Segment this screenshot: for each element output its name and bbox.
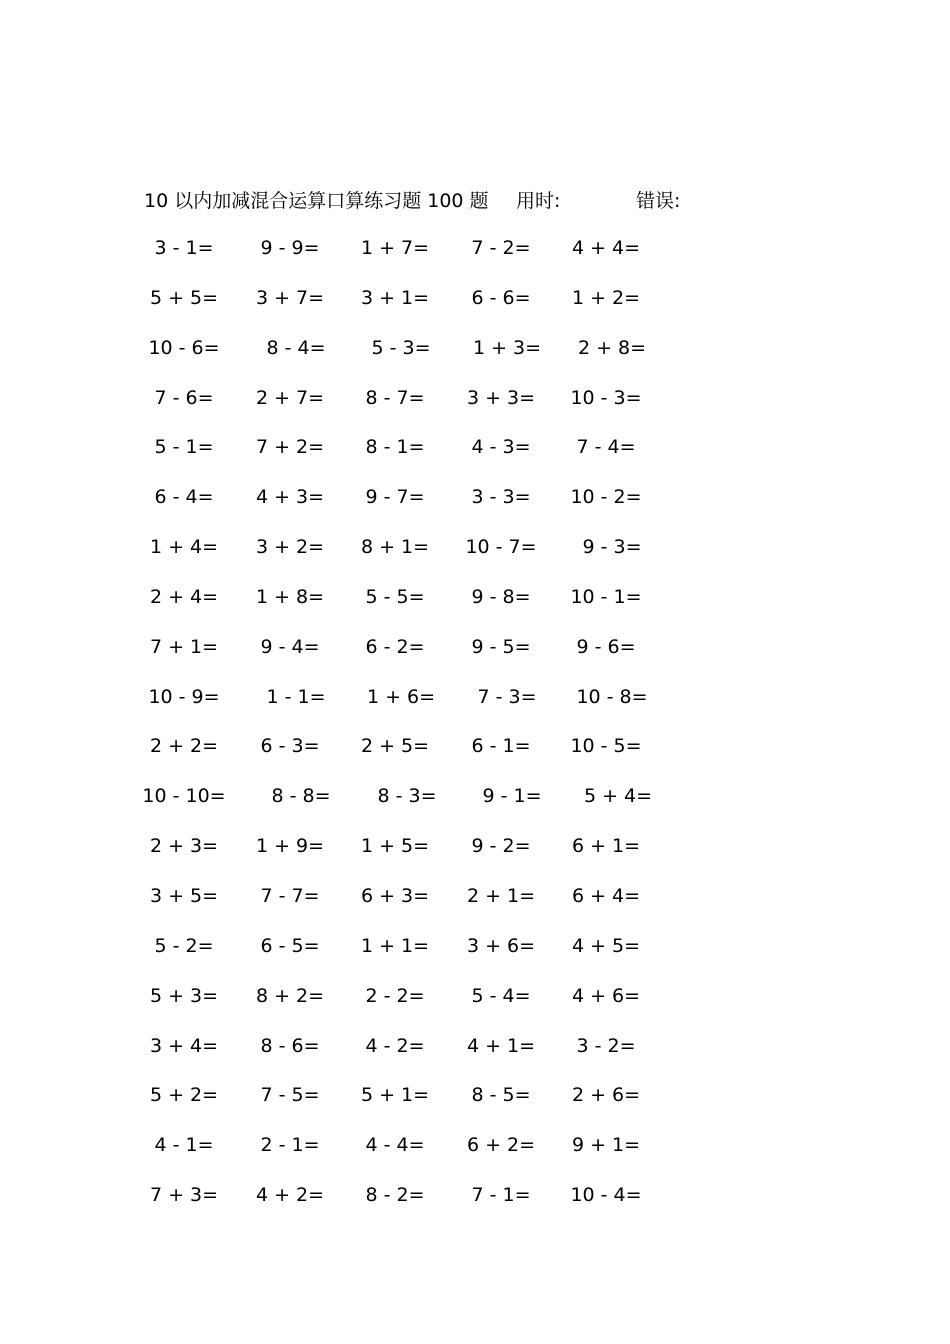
- problem: 10 - 5=: [570, 735, 642, 758]
- problem: 1 + 7=: [360, 237, 430, 259]
- problem: 9 - 9=: [260, 237, 320, 259]
- problem: 9 + 1=: [571, 1134, 641, 1157]
- problem: 3 + 3=: [466, 386, 536, 409]
- problem: 6 + 4=: [571, 884, 641, 907]
- problem: 6 - 4=: [154, 486, 214, 509]
- problem: 9 - 7=: [365, 486, 425, 509]
- problem: 2 + 1=: [466, 884, 536, 907]
- problem: 2 + 6=: [571, 1084, 641, 1107]
- problem: 7 - 3=: [477, 685, 537, 708]
- problem: 1 + 3=: [472, 336, 542, 359]
- problem: 3 + 5=: [149, 884, 219, 907]
- problem: 9 - 1=: [482, 785, 542, 808]
- problem: 1 + 1=: [360, 934, 430, 957]
- problem: 6 - 3=: [260, 735, 320, 758]
- problem: 6 - 2=: [365, 635, 425, 658]
- problem-row: [0, 682, 950, 732]
- problem: 7 + 3=: [149, 1184, 219, 1207]
- problem: 7 - 7=: [260, 884, 320, 907]
- problem: 4 - 3=: [471, 436, 531, 459]
- problem: 7 - 4=: [576, 436, 636, 459]
- problem-row: [0, 731, 950, 781]
- problem: 9 - 6=: [576, 635, 636, 658]
- problem: 10 - 8=: [576, 685, 648, 708]
- problem-row: [0, 632, 950, 682]
- problem: 3 - 1=: [154, 237, 214, 259]
- problem: 2 - 2=: [365, 984, 425, 1007]
- problem: 6 - 1=: [471, 735, 531, 758]
- problem: 6 - 5=: [260, 934, 320, 957]
- problem-row: [0, 283, 950, 333]
- problem: 5 - 3=: [371, 336, 431, 359]
- problem: 8 - 6=: [260, 1034, 320, 1057]
- problem: 2 + 5=: [360, 735, 430, 758]
- problem: 7 - 5=: [260, 1084, 320, 1107]
- problem-row: [0, 781, 950, 831]
- problem: 7 - 2=: [471, 237, 531, 259]
- problem: 10 - 7=: [465, 536, 537, 559]
- worksheet-title: 10 以内加减混合运算口算练习题 100 题: [144, 190, 489, 212]
- problem-row: [0, 931, 950, 981]
- problem: 6 + 3=: [360, 884, 430, 907]
- problem-row: [0, 233, 950, 283]
- problem: 4 + 6=: [571, 984, 641, 1007]
- problem: 10 - 6=: [148, 336, 220, 359]
- problem: 4 + 2=: [255, 1184, 325, 1207]
- problem: 2 + 8=: [577, 336, 647, 359]
- problem: 8 - 7=: [365, 386, 425, 409]
- problem-row: [0, 1031, 950, 1081]
- problem: 7 + 2=: [255, 436, 325, 459]
- problem: 8 - 1=: [365, 436, 425, 459]
- problem: 9 - 3=: [582, 536, 642, 559]
- problem: 3 - 3=: [471, 486, 531, 509]
- worksheet-header: [0, 186, 950, 216]
- time-label: 用时:: [516, 190, 561, 212]
- problem: 5 + 2=: [149, 1084, 219, 1107]
- problem: 10 - 4=: [570, 1184, 642, 1207]
- problem-row: [0, 333, 950, 383]
- problem: 5 + 4=: [583, 785, 653, 808]
- problem-row: [0, 831, 950, 881]
- problem: 10 - 1=: [570, 585, 642, 608]
- problem: 4 + 3=: [255, 486, 325, 509]
- problem: 3 + 6=: [466, 934, 536, 957]
- problem-row: [0, 582, 950, 632]
- problem: 2 + 2=: [149, 735, 219, 758]
- problem: 5 - 1=: [154, 436, 214, 459]
- problem-grid: [0, 233, 950, 1230]
- problem: 8 - 2=: [365, 1184, 425, 1207]
- problem: 1 + 2=: [571, 286, 641, 309]
- problem-row: [0, 383, 950, 433]
- problem-row: [0, 1080, 950, 1130]
- problem: 9 - 8=: [471, 585, 531, 608]
- problem-row: [0, 981, 950, 1031]
- problem: 10 - 3=: [570, 386, 642, 409]
- problem-row: [0, 1130, 950, 1180]
- problem: 2 - 1=: [260, 1134, 320, 1157]
- problem: 8 - 4=: [266, 336, 326, 359]
- problem: 6 + 1=: [571, 835, 641, 858]
- problem: 8 - 3=: [377, 785, 437, 808]
- problem: 7 - 6=: [154, 386, 214, 409]
- problem: 2 + 3=: [149, 835, 219, 858]
- problem: 8 - 5=: [471, 1084, 531, 1107]
- problem: 4 - 4=: [365, 1134, 425, 1157]
- problem: 3 + 2=: [255, 536, 325, 559]
- problem: 9 - 2=: [471, 835, 531, 858]
- problem-row: [0, 532, 950, 582]
- problem: 3 + 7=: [255, 286, 325, 309]
- problem: 1 + 5=: [360, 835, 430, 858]
- problem: 8 + 2=: [255, 984, 325, 1007]
- problem: 5 - 5=: [365, 585, 425, 608]
- problem: 4 + 1=: [466, 1034, 536, 1057]
- problem: 10 - 2=: [570, 486, 642, 509]
- problem: 1 + 8=: [255, 585, 325, 608]
- problem: 1 - 1=: [266, 685, 326, 708]
- problem: 1 + 4=: [149, 536, 219, 559]
- problem: 2 + 4=: [149, 585, 219, 608]
- problem: 1 + 6=: [366, 685, 436, 708]
- problem: 3 + 4=: [149, 1034, 219, 1057]
- problem-row: [0, 432, 950, 482]
- problem: 5 + 3=: [149, 984, 219, 1007]
- problem: 7 + 1=: [149, 635, 219, 658]
- problem-row: [0, 881, 950, 931]
- problem: 4 + 5=: [571, 934, 641, 957]
- problem: 3 - 2=: [576, 1034, 636, 1057]
- problem: 5 - 2=: [154, 934, 214, 957]
- problem: 4 - 2=: [365, 1034, 425, 1057]
- problem: 5 + 5=: [149, 286, 219, 309]
- problem: 4 + 4=: [571, 237, 641, 259]
- problem: 9 - 5=: [471, 635, 531, 658]
- problem: 1 + 9=: [255, 835, 325, 858]
- problem: 10 - 10=: [142, 785, 226, 808]
- problem: 4 - 1=: [154, 1134, 214, 1157]
- problem: 3 + 1=: [360, 286, 430, 309]
- problem-row: [0, 482, 950, 532]
- problem: 8 - 8=: [271, 785, 331, 808]
- problem: 6 - 6=: [471, 286, 531, 309]
- problem: 2 + 7=: [255, 386, 325, 409]
- problem: 10 - 9=: [148, 685, 220, 708]
- problem: 5 - 4=: [471, 984, 531, 1007]
- problem-row: [0, 1180, 950, 1230]
- problem: 6 + 2=: [466, 1134, 536, 1157]
- problem: 7 - 1=: [471, 1184, 531, 1207]
- error-label: 错误:: [636, 190, 681, 212]
- problem: 5 + 1=: [360, 1084, 430, 1107]
- problem: 8 + 1=: [360, 536, 430, 559]
- problem: 9 - 4=: [260, 635, 320, 658]
